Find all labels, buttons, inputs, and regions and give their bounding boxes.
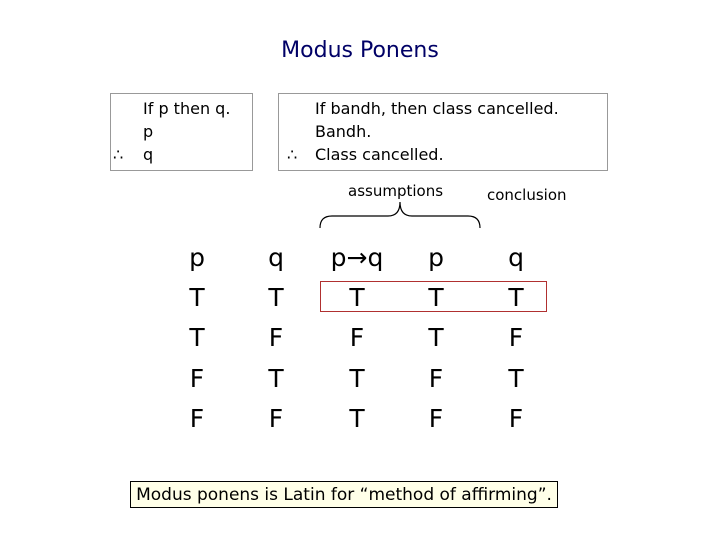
conclusion-label: conclusion: [487, 186, 567, 204]
table-cell: F: [428, 404, 444, 433]
table-header: p: [189, 243, 205, 272]
table-header: p: [428, 243, 444, 272]
table-cell: T: [428, 283, 444, 312]
therefore-symbol: ∴: [113, 145, 124, 164]
example-argument-box: [278, 93, 608, 171]
footnote-box: Modus ponens is Latin for “method of affirming”.: [130, 481, 558, 508]
premise-2: Bandh.: [315, 122, 372, 141]
table-cell: T: [349, 404, 365, 433]
table-header: q: [508, 243, 524, 272]
therefore-symbol: ∴: [287, 145, 298, 164]
highlighted-row-outline: [320, 281, 547, 312]
table-cell: F: [268, 323, 284, 352]
abstract-argument-box: [110, 93, 253, 171]
table-cell: T: [268, 364, 284, 393]
table-cell: F: [189, 404, 205, 433]
table-cell: T: [268, 283, 284, 312]
conclusion-line: q: [143, 145, 154, 164]
table-header: p→q: [330, 243, 384, 272]
conclusion-line: Class cancelled.: [315, 145, 444, 164]
table-cell: T: [189, 323, 205, 352]
table-cell: F: [428, 364, 444, 393]
table-cell: T: [508, 283, 524, 312]
table-cell: F: [508, 323, 524, 352]
table-header: q: [268, 243, 284, 272]
table-cell: T: [349, 364, 365, 393]
page-title: Modus Ponens: [281, 38, 439, 63]
brace-icon: [318, 196, 482, 230]
table-cell: F: [189, 364, 205, 393]
table-cell: T: [428, 323, 444, 352]
table-cell: T: [508, 364, 524, 393]
premise-1: If bandh, then class cancelled.: [315, 99, 559, 118]
assumptions-label: assumptions: [348, 182, 444, 200]
table-cell: T: [349, 283, 365, 312]
table-cell: F: [508, 404, 524, 433]
premise-2: p: [143, 122, 154, 141]
table-cell: F: [349, 323, 365, 352]
table-cell: T: [189, 283, 205, 312]
premise-1: If p then q.: [143, 99, 231, 118]
table-cell: F: [268, 404, 284, 433]
